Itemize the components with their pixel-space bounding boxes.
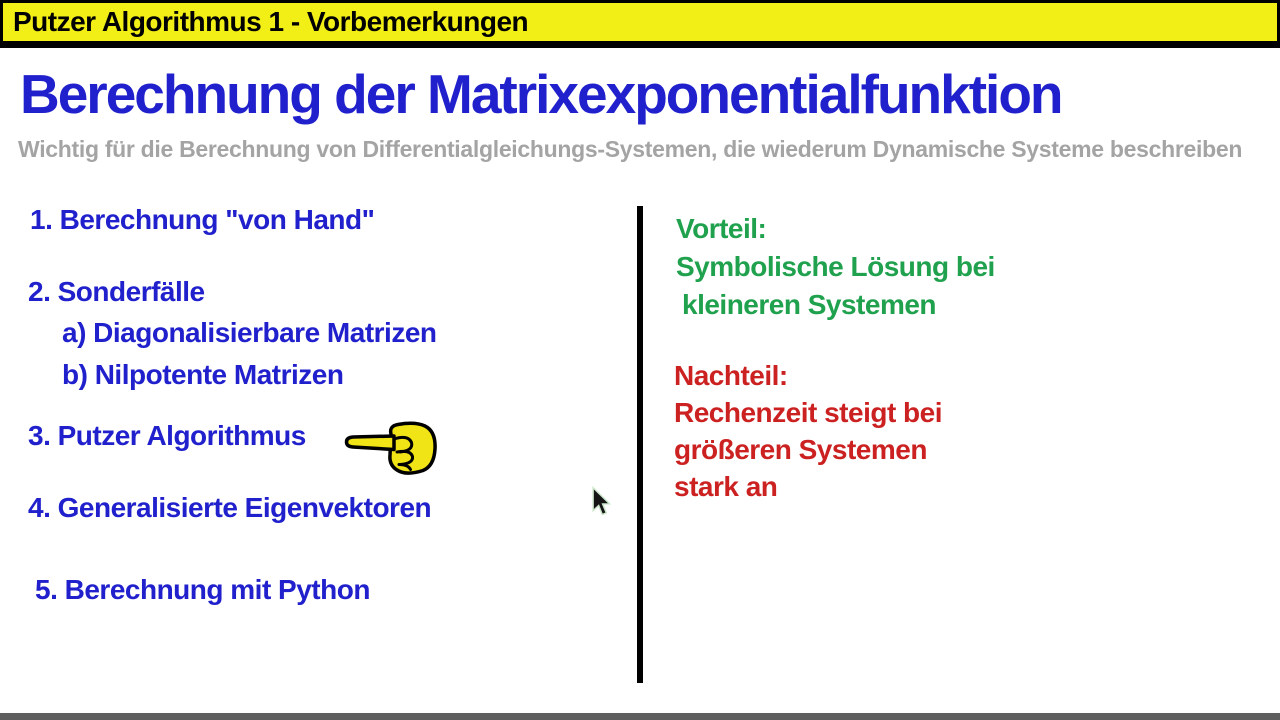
pointing-hand-left-icon — [344, 421, 438, 475]
advantage-line-1: Symbolische Lösung bei — [676, 251, 995, 282]
video-topic-banner — [0, 0, 1280, 48]
outline-item-1: 1. Berechnung "von Hand" — [30, 204, 375, 235]
disadvantage-line-2: größeren Systemen — [674, 434, 927, 465]
mouse-cursor-icon — [591, 486, 611, 518]
disadvantage-line-3: stark an — [674, 471, 778, 502]
advantage-block — [676, 210, 995, 324]
advantage-line-2: kleineren Systemen — [682, 289, 937, 320]
advantage-heading: Vorteil: — [676, 213, 767, 244]
banner-title: Putzer Algorithmus 1 - Vorbemerkungen — [13, 6, 529, 37]
outline-item-2a: a) Diagonalisierbare Matrizen — [62, 317, 437, 348]
disadvantage-block — [674, 357, 942, 505]
disadvantage-line-1: Rechenzeit steigt bei — [674, 397, 943, 428]
bottom-strip — [0, 713, 1280, 720]
page-subtitle: Wichtig für die Berechnung von Differentialgleichungs-Systemen, die wiederum Dynamische Systeme beschreiben — [18, 136, 1243, 162]
outline-item-2b: b) Nilpotente Matrizen — [62, 359, 344, 390]
outline-item-3: 3. Putzer Algorithmus — [28, 420, 306, 451]
disadvantage-heading: Nachteil: — [674, 360, 788, 391]
outline-item-4: 4. Generalisierte Eigenvektoren — [28, 492, 432, 523]
page-title: Berechnung der Matrixexponentialfunktion — [20, 63, 1062, 125]
outline-item-2: 2. Sonderfälle — [28, 276, 205, 307]
outline-item-5: 5. Berechnung mit Python — [35, 574, 370, 605]
vertical-divider — [637, 206, 643, 683]
